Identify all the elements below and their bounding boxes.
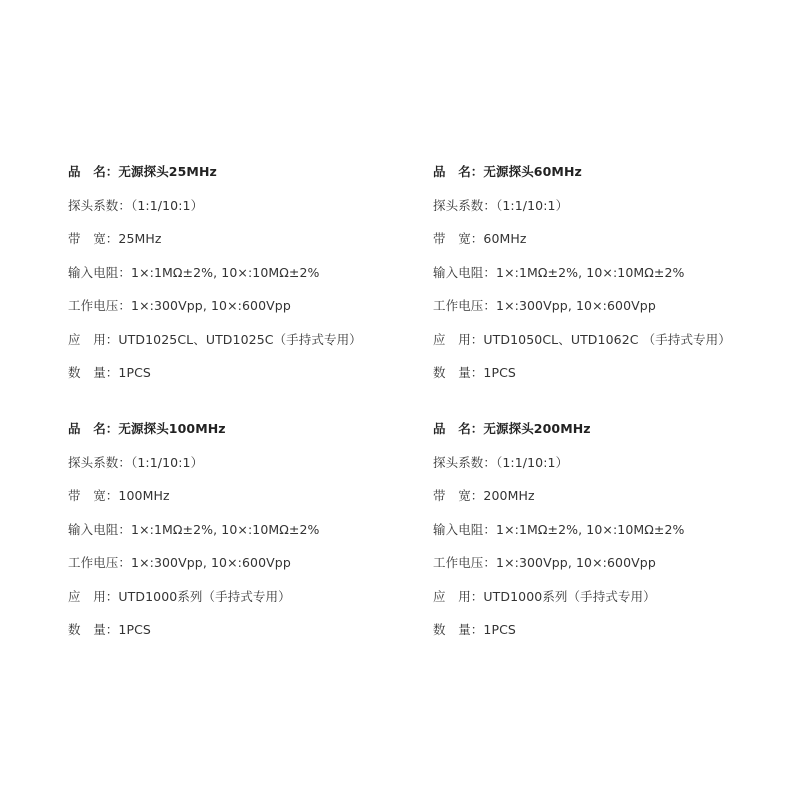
working-voltage-line: [433, 551, 783, 585]
input-resistance-line: [68, 518, 418, 552]
application-line: [68, 328, 418, 362]
field-value: 1×:300Vpp, 10×:600Vpp: [131, 555, 291, 570]
product-name-line: [433, 160, 783, 194]
quantity-line: [433, 618, 783, 652]
product-spec-block: [68, 417, 418, 652]
bandwidth-line: [433, 227, 783, 261]
working-voltage-line: [433, 294, 783, 328]
field-value: （1:1/10:1）: [496, 197, 569, 213]
field-value: 1×:1MΩ±2%, 10×:10MΩ±2%: [496, 521, 685, 537]
field-value: （1:1/10:1）: [496, 454, 569, 470]
probe-factor-line: [68, 451, 418, 485]
application-line: [68, 585, 418, 619]
field-value: 1×:300Vpp, 10×:600Vpp: [131, 298, 291, 313]
working-voltage-line: [68, 551, 418, 585]
product-name-line: [68, 160, 418, 194]
field-value: 200MHz: [483, 488, 535, 503]
field-label: 输入电阻：: [68, 521, 132, 537]
field-label: 品 名：: [433, 164, 484, 179]
field-label: 输入电阻：: [68, 264, 132, 280]
field-label: 数 量：: [68, 622, 119, 637]
field-label: 输入电阻：: [433, 521, 497, 537]
field-label: 数 量：: [433, 365, 484, 380]
field-value: UTD1000系列（手持式专用）: [118, 588, 291, 604]
field-value: 1PCS: [483, 622, 516, 637]
field-value: 1×:1MΩ±2%, 10×:10MΩ±2%: [131, 521, 320, 537]
probe-factor-line: [68, 194, 418, 228]
field-label: 输入电阻：: [433, 264, 497, 280]
product-name-line: [68, 417, 418, 451]
product-spec-block: [433, 417, 783, 652]
field-value: UTD1000系列（手持式专用）: [483, 588, 656, 604]
quantity-line: [433, 361, 783, 395]
field-value: 1×:1MΩ±2%, 10×:10MΩ±2%: [496, 264, 685, 280]
bandwidth-line: [68, 484, 418, 518]
field-label: 品 名：: [68, 164, 119, 179]
field-value: 1×:300Vpp, 10×:600Vpp: [496, 298, 656, 313]
working-voltage-line: [68, 294, 418, 328]
field-label: 数 量：: [433, 622, 484, 637]
field-value: 1PCS: [118, 622, 151, 637]
field-label: 工作电压：: [68, 298, 132, 313]
input-resistance-line: [433, 261, 783, 295]
field-label: 工作电压：: [433, 298, 497, 313]
field-value: 1PCS: [483, 365, 516, 380]
product-name: 无源探头60MHz: [483, 164, 582, 179]
field-value: UTD1050CL、UTD1062C （手持式专用）: [483, 331, 731, 347]
field-value: 1PCS: [118, 365, 151, 380]
field-label: 探头系数：: [433, 197, 497, 213]
field-label: 应 用：: [433, 331, 484, 347]
field-label: 工作电压：: [68, 555, 132, 570]
field-label: 应 用：: [68, 588, 119, 604]
product-name: 无源探头25MHz: [118, 164, 217, 179]
input-resistance-line: [68, 261, 418, 295]
input-resistance-line: [433, 518, 783, 552]
field-value: 60MHz: [483, 231, 527, 246]
field-label: 带 宽：: [68, 231, 119, 246]
field-label: 带 宽：: [433, 231, 484, 246]
field-value: 1×:1MΩ±2%, 10×:10MΩ±2%: [131, 264, 320, 280]
field-label: 应 用：: [433, 588, 484, 604]
bandwidth-line: [68, 227, 418, 261]
field-value: 25MHz: [118, 231, 162, 246]
field-label: 带 宽：: [433, 488, 484, 503]
field-label: 工作电压：: [433, 555, 497, 570]
field-label: 品 名：: [68, 421, 119, 436]
bandwidth-line: [433, 484, 783, 518]
application-line: [433, 328, 783, 362]
field-value: （1:1/10:1）: [131, 197, 204, 213]
field-label: 数 量：: [68, 365, 119, 380]
field-label: 探头系数：: [68, 454, 132, 470]
product-spec-block: [433, 160, 783, 395]
field-value: UTD1025CL、UTD1025C（手持式专用）: [118, 331, 362, 347]
quantity-line: [68, 618, 418, 652]
field-label: 品 名：: [433, 421, 484, 436]
field-label: 应 用：: [68, 331, 119, 347]
field-label: 带 宽：: [68, 488, 119, 503]
field-value: 1×:300Vpp, 10×:600Vpp: [496, 555, 656, 570]
field-label: 探头系数：: [68, 197, 132, 213]
product-spec-block: [68, 160, 418, 395]
product-name: 无源探头100MHz: [118, 421, 226, 436]
probe-factor-line: [433, 451, 783, 485]
product-name-line: [433, 417, 783, 451]
field-label: 探头系数：: [433, 454, 497, 470]
field-value: （1:1/10:1）: [131, 454, 204, 470]
product-name: 无源探头200MHz: [483, 421, 591, 436]
probe-factor-line: [433, 194, 783, 228]
field-value: 100MHz: [118, 488, 170, 503]
quantity-line: [68, 361, 418, 395]
application-line: [433, 585, 783, 619]
